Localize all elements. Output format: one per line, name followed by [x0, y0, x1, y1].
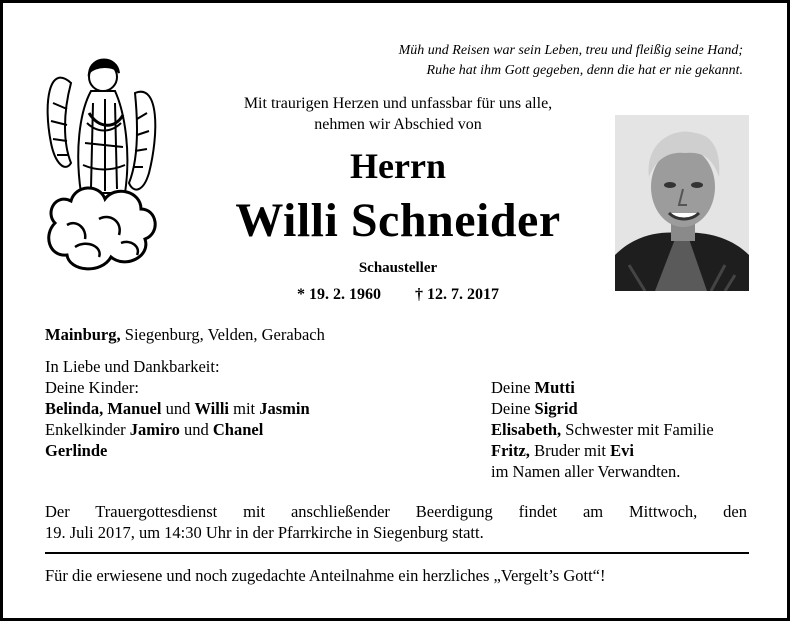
- death-date: † 12. 7. 2017: [415, 286, 499, 303]
- motto-line-2: Ruhe hat ihm Gott gegeben, denn die hat er nie gekannt.: [426, 63, 743, 78]
- grandchildren-label: Enkelkinder: [45, 420, 130, 439]
- grandchildren-line: [45, 419, 263, 440]
- child-name: Belinda,: [45, 399, 104, 418]
- connector-text: mit: [229, 399, 260, 418]
- intro-line-1: Mit traurigen Herzen und unfassbar für uns alle,: [243, 95, 553, 112]
- angel-illustration-icon: [41, 43, 161, 275]
- thanks-line: Für die erwiesene und noch zugedachte Anteilnahme ein herzliches „Vergelt’s Gott“!: [45, 566, 606, 585]
- great-grandchild-line: [45, 440, 107, 461]
- mother-name: Mutti: [534, 378, 575, 397]
- place-primary: Mainburg,: [45, 325, 121, 344]
- portrait-photo: [615, 115, 749, 291]
- brother-name: Fritz,: [491, 441, 530, 460]
- places-line: [45, 324, 325, 345]
- brother-partner-name: Evi: [610, 441, 634, 460]
- deceased-name: Willi Schneider: [235, 194, 561, 247]
- service-line-2: 19. Juli 2017, um 14:30 Uhr in der Pfarrkirche in Siegenburg statt.: [45, 523, 484, 542]
- child-name: Manuel: [107, 399, 162, 418]
- sister-line: [491, 419, 714, 440]
- grandchild-name: Chanel: [212, 420, 264, 439]
- sigrid-name: Sigrid: [534, 399, 578, 418]
- prefix-text: Deine: [491, 378, 535, 397]
- sister-name: Elisabeth,: [491, 420, 562, 439]
- great-grandchild-name: Gerlinde: [45, 441, 108, 460]
- connector-text: und: [161, 399, 195, 418]
- sister-relation: Schwester mit Familie: [561, 420, 714, 439]
- salutation: Herrn: [350, 146, 446, 186]
- brother-line: [491, 440, 634, 461]
- divider: [45, 552, 749, 554]
- grandchild-name: Jamiro: [129, 420, 180, 439]
- sigrid-line: [491, 398, 578, 419]
- place-others: Siegenburg, Velden, Gerabach: [120, 325, 325, 344]
- brother-relation: Bruder mit: [529, 441, 611, 460]
- relatives-closing: im Namen aller Verwandten.: [491, 462, 681, 481]
- intro-line-2: nehmen wir Abschied von: [314, 116, 482, 133]
- life-dates: [193, 286, 603, 304]
- prefix-text: Deine: [491, 399, 535, 418]
- children-line: [45, 398, 310, 419]
- children-label: Deine Kinder:: [45, 378, 139, 397]
- portrait-image: [615, 115, 749, 291]
- connector-text: und: [179, 420, 213, 439]
- motto-line-1: Müh und Reisen war sein Leben, treu und fleißig seine Hand;: [398, 43, 743, 58]
- birth-date: * 19. 2. 1960: [297, 286, 381, 303]
- mourners-intro: In Liebe und Dankbarkeit:: [45, 357, 220, 376]
- child-name: Willi: [194, 399, 229, 418]
- mother-line: [491, 377, 575, 398]
- partner-name: Jasmin: [259, 399, 310, 418]
- service-line-1: Der Trauergottesdienst mit anschließender Beerdigung findet am Mittwoch, den: [45, 502, 747, 521]
- occupation: Schausteller: [358, 260, 438, 276]
